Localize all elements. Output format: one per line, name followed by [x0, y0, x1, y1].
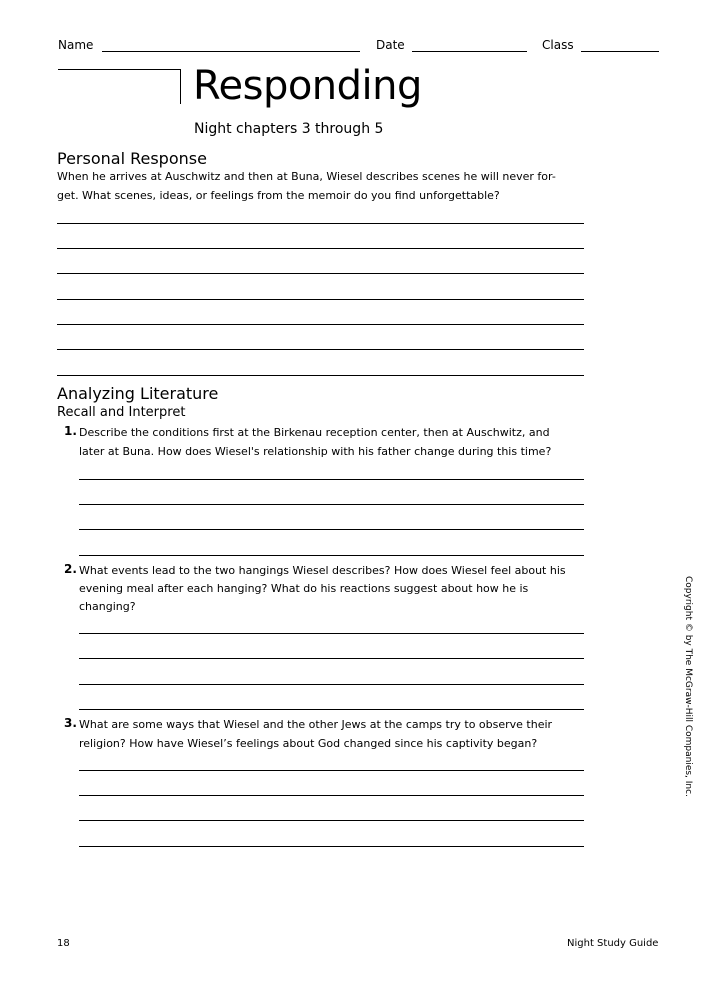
- answer-line[interactable]: [79, 658, 584, 659]
- answer-line[interactable]: [79, 820, 584, 821]
- answer-line[interactable]: [79, 684, 584, 685]
- question-3-number: 3.: [64, 716, 77, 730]
- class-field[interactable]: [581, 51, 659, 52]
- answer-line[interactable]: [79, 770, 584, 771]
- title-bracket: [58, 69, 181, 104]
- answer-line[interactable]: [79, 555, 584, 556]
- question-1-line2: later at Buna. How does Wiesel's relationship with his father change during this time?: [79, 445, 552, 458]
- question-2-line3: changing?: [79, 600, 136, 613]
- answer-line[interactable]: [57, 248, 584, 249]
- class-label: Class: [542, 38, 574, 52]
- answer-line[interactable]: [57, 349, 584, 350]
- page-title: Responding: [193, 63, 422, 109]
- question-2-number: 2.: [64, 562, 77, 576]
- answer-line[interactable]: [79, 479, 584, 480]
- answer-line[interactable]: [57, 273, 584, 274]
- answer-line[interactable]: [57, 375, 584, 376]
- answer-line[interactable]: [79, 795, 584, 796]
- analyzing-literature-heading: Analyzing Literature: [57, 384, 219, 403]
- question-3-line2: religion? How have Wiesel’s feelings about God changed since his captivity began?: [79, 737, 538, 750]
- date-field[interactable]: [412, 51, 527, 52]
- personal-response-prompt-line2: get. What scenes, ideas, or feelings from the memoir do you find unforgettable?: [57, 189, 500, 202]
- answer-line[interactable]: [79, 709, 584, 710]
- guide-title: Night Study Guide: [567, 938, 659, 949]
- answer-line[interactable]: [79, 529, 584, 530]
- answer-line[interactable]: [79, 504, 584, 505]
- page-number: 18: [57, 938, 70, 949]
- question-1-number: 1.: [64, 424, 77, 438]
- name-label: Name: [58, 38, 94, 52]
- answer-line[interactable]: [57, 223, 584, 224]
- copyright-notice: Copyright © by The McGraw-Hill Companies, Inc.: [683, 576, 693, 797]
- page-subtitle: Night chapters 3 through 5: [194, 121, 384, 137]
- question-2-line1: What events lead to the two hangings Wiesel describes? How does Wiesel feel about his: [79, 564, 566, 577]
- question-3-line1: What are some ways that Wiesel and the other Jews at the camps try to observe their: [79, 718, 553, 731]
- date-label: Date: [376, 38, 405, 52]
- personal-response-heading: Personal Response: [57, 149, 207, 168]
- answer-line[interactable]: [57, 324, 584, 325]
- recall-interpret-subheading: Recall and Interpret: [57, 405, 186, 420]
- answer-line[interactable]: [79, 846, 584, 847]
- question-2-line2: evening meal after each hanging? What do his reactions suggest about how he is: [79, 582, 529, 595]
- answer-line[interactable]: [79, 633, 584, 634]
- answer-line[interactable]: [57, 299, 584, 300]
- question-1-line1: Describe the conditions first at the Birkenau reception center, then at Auschwitz, and: [79, 426, 550, 439]
- name-field[interactable]: [102, 51, 360, 52]
- personal-response-prompt-line1: When he arrives at Auschwitz and then at Buna, Wiesel describes scenes he will never for-: [57, 170, 556, 183]
